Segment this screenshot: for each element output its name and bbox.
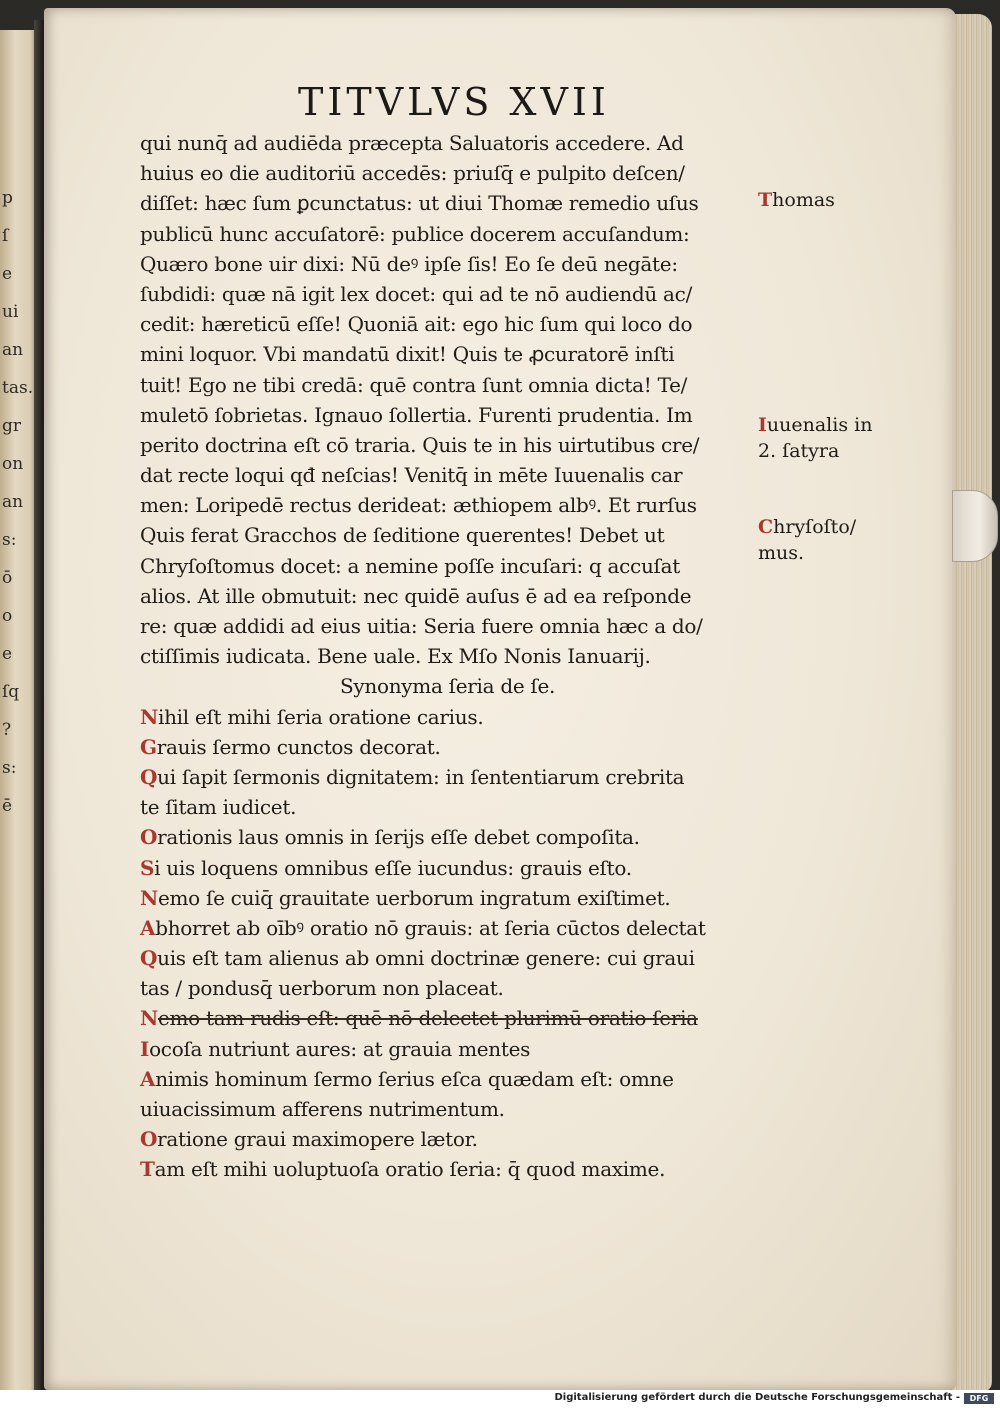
line-text: te ſitam iudicet. xyxy=(140,795,297,820)
text-line xyxy=(140,913,760,943)
facing-page-fragment: an xyxy=(2,492,24,512)
line-text: Quis ferat Gracchos de ſeditione querentes! Debet ut xyxy=(140,523,665,548)
text-line xyxy=(140,279,760,309)
body-text xyxy=(140,128,760,1185)
text-line xyxy=(140,732,760,762)
text-line xyxy=(140,128,760,158)
line-text: publicū hunc accuſatorē: publice docerem accuſandum: xyxy=(140,221,690,246)
text-line xyxy=(140,1124,760,1154)
facing-page-fragment: ui xyxy=(2,302,19,322)
text-line xyxy=(140,520,760,550)
line-text: ratione graui maximopere lætor. xyxy=(157,1127,478,1152)
line-text: uis eſt tam alienus ab omni doctrinæ genere: cui graui xyxy=(157,946,695,971)
line-text: tas / pondusq̄ uerborum non placeat. xyxy=(140,976,504,1001)
text-line xyxy=(140,973,760,1003)
line-text: re: quæ addidi ad eius uitia: Seria fuere omnia hæc a do/ xyxy=(140,614,703,638)
rubricated-initial: Q xyxy=(140,764,158,789)
facing-page-fragment: o xyxy=(2,606,13,626)
text-line xyxy=(140,671,760,701)
rubricated-initial: Q xyxy=(140,946,158,971)
text-line xyxy=(140,792,760,822)
facing-page-edge xyxy=(0,30,38,1390)
line-text: mini loquor. Vbi mandatū dixit! Quis te ꝓcuratorē inſti xyxy=(140,342,675,367)
line-text: Chryſoſtomus docet: a nemine poſſe incuſari: q accuſat xyxy=(140,553,680,578)
running-head: TITVLVS XVII xyxy=(298,80,610,124)
facing-page-fragment: tas. xyxy=(2,378,34,398)
line-text: ui ſapit ſermonis dignitatem: in ſententiarum crebrita xyxy=(157,764,685,789)
rubricated-initial: A xyxy=(140,1066,156,1091)
facing-page-fragment: on xyxy=(2,454,24,474)
dfg-logo: DFG xyxy=(964,1393,994,1404)
text-line xyxy=(140,1034,760,1064)
text-line xyxy=(140,219,760,249)
text-line xyxy=(140,400,760,430)
facing-page-fragment: e xyxy=(2,264,13,284)
rubricated-initial: N xyxy=(140,885,158,910)
text-line xyxy=(140,762,760,792)
facing-page-fragment: an xyxy=(2,340,24,360)
funding-note: Digitalisierung gefördert durch die Deutsche Forschungsgemeinschaft - xyxy=(554,1392,960,1403)
line-text: muletō ſobrietas. Ignauo ſollertia. Furenti prudentia. Im xyxy=(140,402,693,427)
facing-page-fragment: e xyxy=(2,644,13,664)
text-line xyxy=(140,339,760,369)
line-text: diſſet: hæc ſum ꝑcunctatus: ut diui Thomæ remedio uſus xyxy=(140,191,699,216)
text-line xyxy=(140,641,760,671)
text-line xyxy=(140,1064,760,1094)
text-line xyxy=(140,370,760,400)
marginal-note-chrysostomus: Chryſoſto/ mus. xyxy=(758,516,857,564)
line-text: rauis ſermo cunctos decorat. xyxy=(156,734,441,759)
text-line xyxy=(140,309,760,339)
marginal-note-iuuenalis: Iuuenalis in 2. ſatyra xyxy=(758,414,873,462)
text-line xyxy=(140,158,760,188)
line-text: nimis hominum ſermo ſerius eſca quædam eſt: omne xyxy=(155,1066,674,1091)
text-line xyxy=(140,249,760,279)
line-text: am eſt mihi uoluptuoſa oratio ſeria: q̄ quod maxime. xyxy=(154,1157,666,1182)
text-line xyxy=(140,1094,760,1124)
rubricated-initial: O xyxy=(140,1127,158,1152)
line-text: Quæro bone uir dixi: Nū deꝰ ipſe ſis! Eo ſe deū negāte: xyxy=(140,251,678,276)
rubricated-initial: S xyxy=(140,855,155,880)
line-text: bhorret ab oībꝰ oratio nō grauis: at ſeria cūctos delectat xyxy=(155,915,706,940)
line-text: ſubdidi: quæ nā igit lex docet: qui ad te nō audiendū ac/ xyxy=(140,281,693,306)
rubricated-initial: I xyxy=(140,1036,150,1061)
line-text: men: Loripedē rectus derideat: æthiopem albꝰ. Et rurſus xyxy=(140,493,697,518)
text-line xyxy=(140,943,760,973)
line-text: perito doctrina eſt cō traria. Quis te in his uirtutibus cre/ xyxy=(140,432,700,457)
line-text: uiuacissimum afferens nutrimentum. xyxy=(140,1097,505,1121)
line-text: alios. At ille obmutuit: nec quidē auſus ē ad ea reſponde xyxy=(140,583,692,608)
line-text: huius eo die auditoriū accedēs: priuſq̄ e pulpito deſcen/ xyxy=(140,161,685,186)
line-text: ocoſa nutriunt aures: at grauia mentes xyxy=(149,1036,531,1061)
facing-page-fragment: ſq xyxy=(2,682,20,702)
rubricated-initial: T xyxy=(140,1157,155,1182)
line-text: tuit! Ego ne tibi credā: quē contra ſunt omnia dicta! Te/ xyxy=(140,372,688,397)
text-line xyxy=(140,1154,760,1184)
text-line xyxy=(140,611,760,641)
line-text: ihil eſt mihi ſeria oratione carius. xyxy=(157,704,484,729)
facing-page-fragment: ? xyxy=(2,720,12,740)
text-line xyxy=(140,822,760,852)
text-line xyxy=(140,581,760,611)
marginal-note-thomas: Thomas xyxy=(758,189,835,211)
line-text: emo tam rudis eſt: quē nō delectet plurimū oratio ſeria xyxy=(157,1006,698,1031)
line-text: i uis loquens omnibus eſſe iucundus: grauis eſto. xyxy=(154,855,632,880)
text-line xyxy=(140,430,760,460)
line-text: ctiſſimis iudicata. Bene uale. Ex Mſo Nonis Ianuarij. xyxy=(140,644,651,669)
text-line xyxy=(140,1003,760,1033)
rubricated-initial: N xyxy=(140,704,158,729)
text-line xyxy=(140,460,760,490)
line-text: qui nunq̄ ad audiēda præcepta Saluatoris accedere. Ad xyxy=(140,131,684,155)
facing-page-fragment: ō xyxy=(2,568,13,588)
rubricated-initial: G xyxy=(140,734,157,759)
facing-page-fragment: ſ xyxy=(2,226,9,246)
page-clip xyxy=(952,490,998,562)
line-text: emo ſe cuiq̄ grauitate uerborum ingratum exiſtimet. xyxy=(157,885,671,910)
text-line xyxy=(140,702,760,732)
text-line xyxy=(140,188,760,218)
line-text: Synonyma ſeria de ſe. xyxy=(340,674,556,699)
facing-page-fragment: gr xyxy=(2,416,22,436)
facing-page-fragment: s: xyxy=(2,758,17,778)
text-line xyxy=(140,883,760,913)
rubricated-initial: O xyxy=(140,825,158,850)
line-text: rationis laus omnis in ſerijs eſſe debet compoſita. xyxy=(157,825,640,850)
facing-page-fragment: p xyxy=(2,188,13,208)
text-line xyxy=(140,853,760,883)
text-line xyxy=(140,490,760,520)
rubricated-initial: A xyxy=(140,915,156,940)
facing-page-fragment: s: xyxy=(2,530,17,550)
text-line xyxy=(140,551,760,581)
facing-page-fragment: ē xyxy=(2,796,13,816)
line-text: dat recte loqui qđ neſcias! Venitq̄ in mēte Iuuenalis car xyxy=(140,463,683,488)
rubricated-initial: N xyxy=(140,1006,158,1031)
line-text: cedit: hæreticū eſſe! Quoniā ait: ego hic ſum qui loco do xyxy=(140,312,693,337)
page-fore-edge xyxy=(952,14,992,1392)
